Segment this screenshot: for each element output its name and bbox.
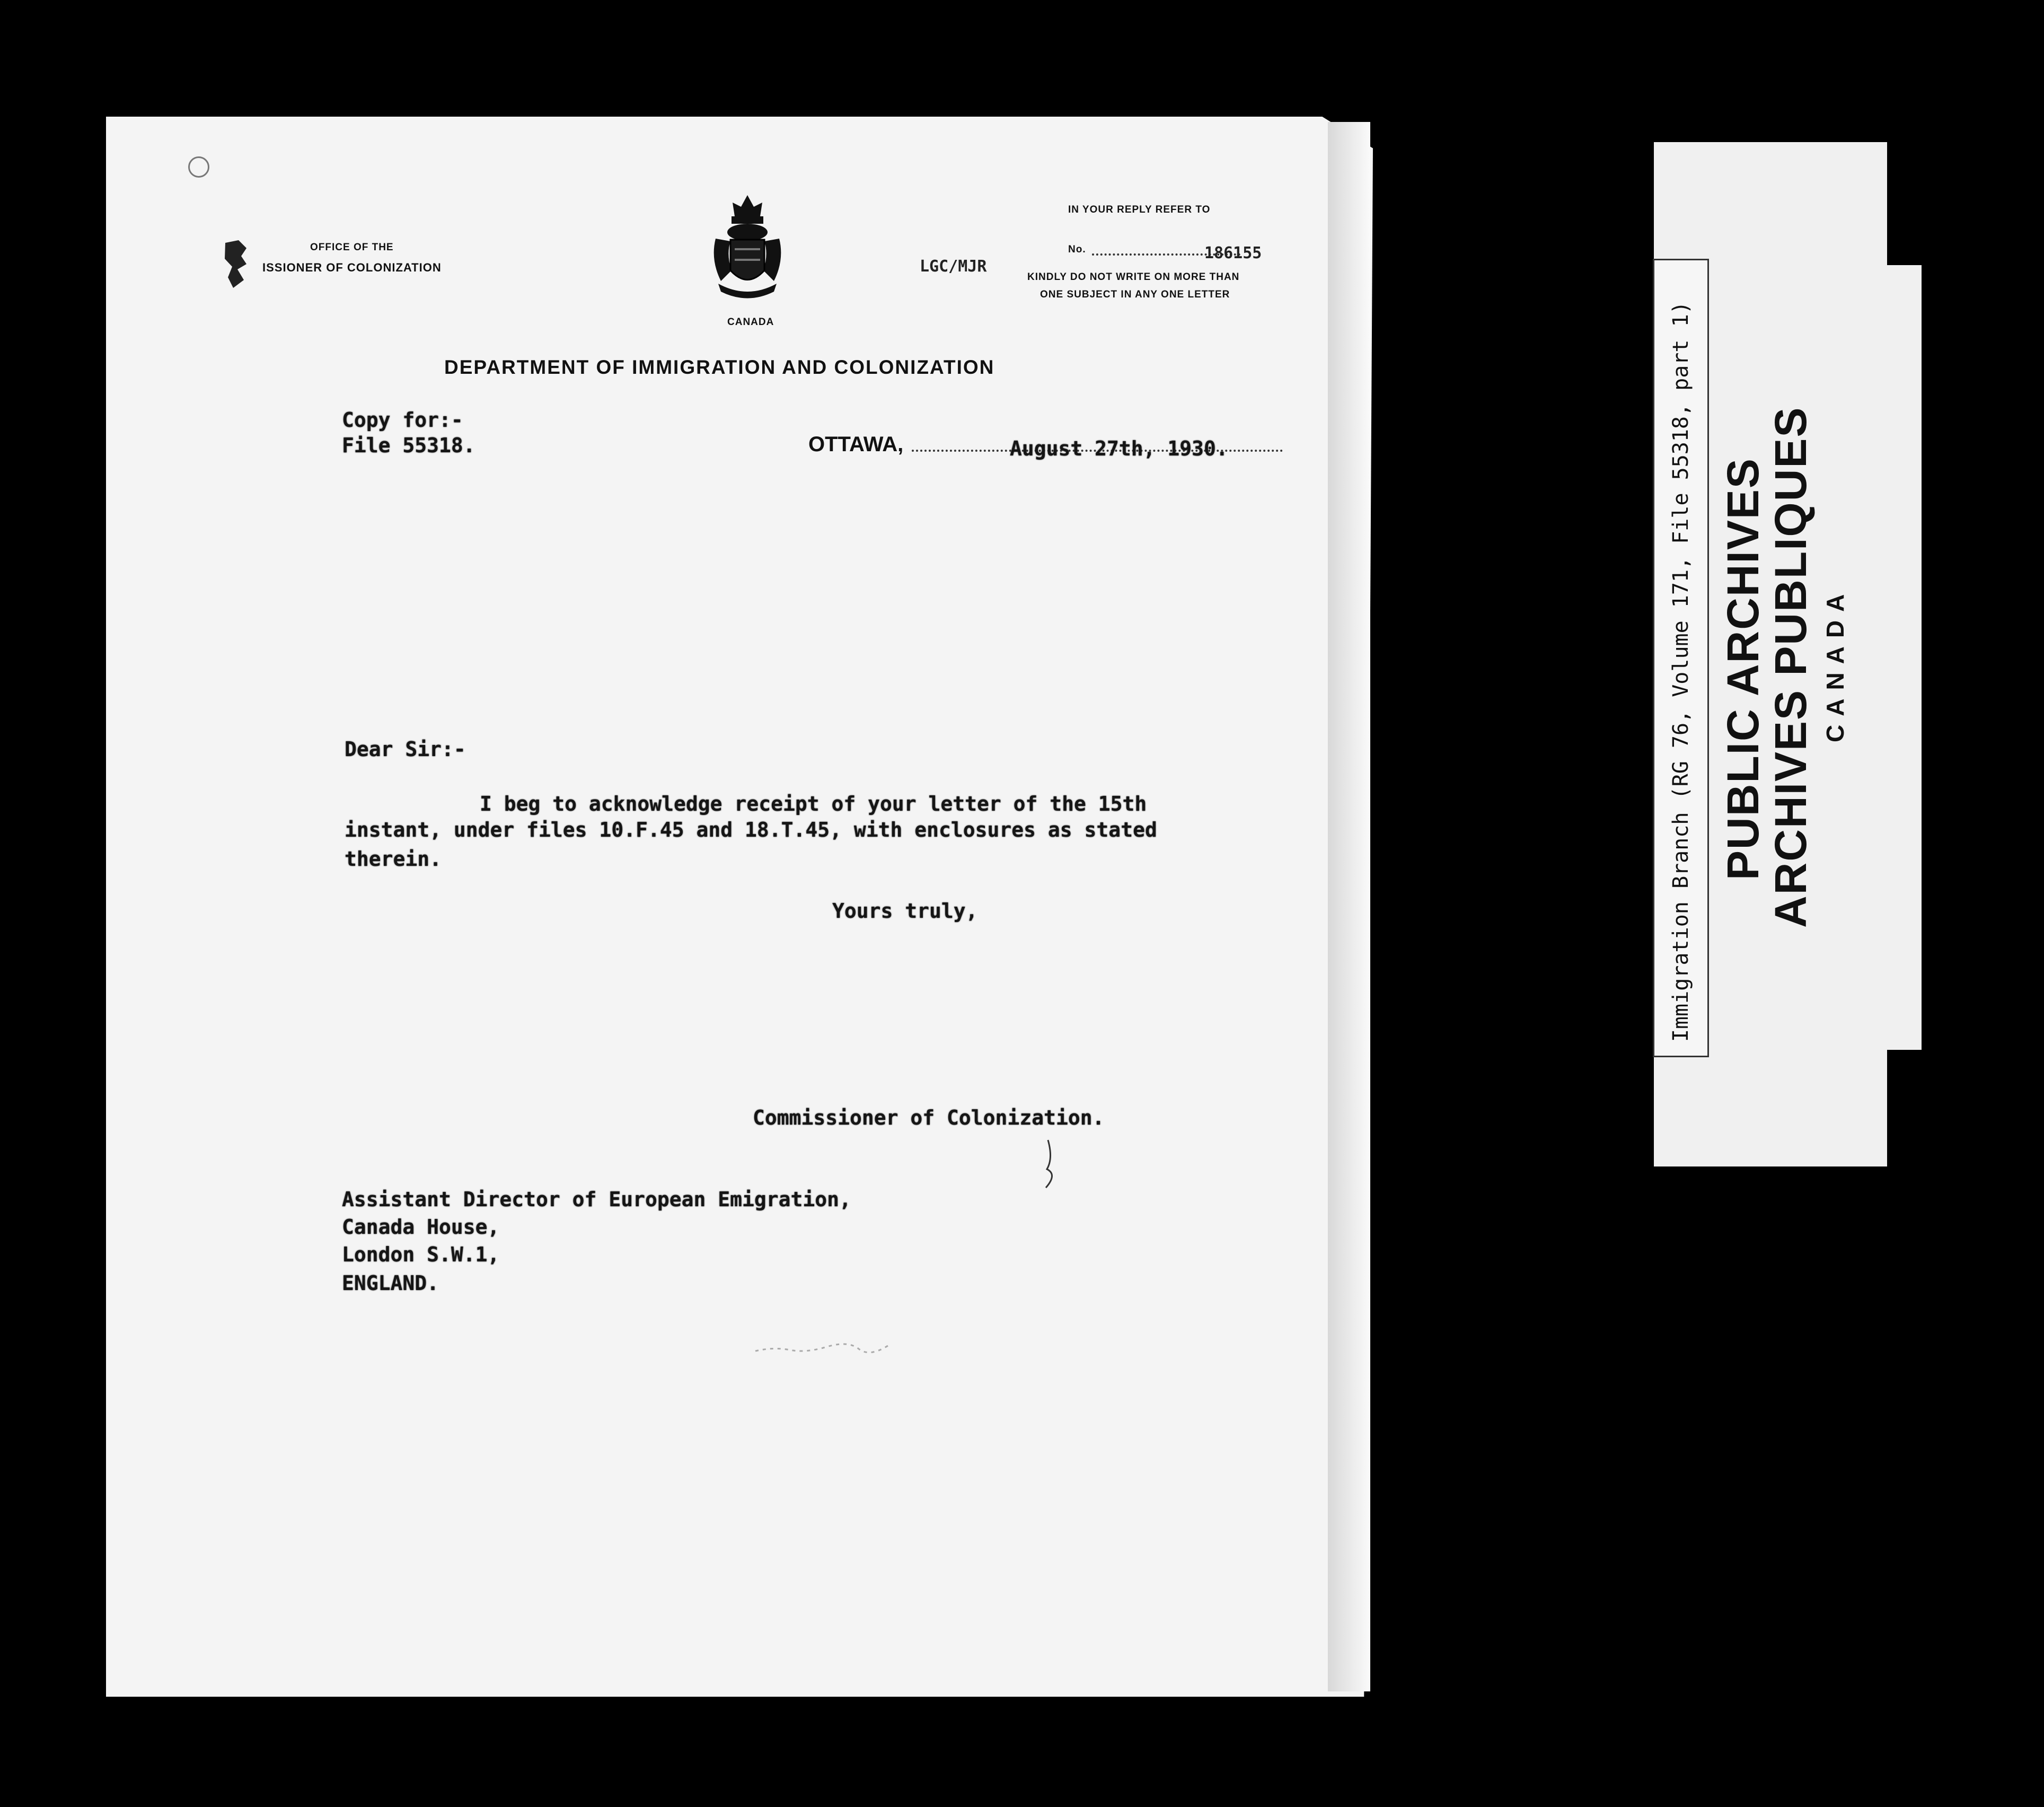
- canada-crest-icon: [705, 191, 790, 313]
- letter-sheet: [106, 117, 1373, 1697]
- body-line-3: therein.: [345, 847, 442, 871]
- closing: Yours truly,: [832, 899, 978, 923]
- archive-line-public: PUBLIC ARCHIVES: [1718, 458, 1768, 880]
- no-label: No.: [1068, 244, 1086, 255]
- archive-line-canada: CANADA: [1821, 585, 1849, 742]
- recipient-line-3: London S.W.1,: [342, 1243, 500, 1266]
- faint-scribble: [753, 1336, 891, 1357]
- initials: LGC/MJR: [920, 257, 987, 276]
- page-edge: [1328, 122, 1370, 1691]
- office-line2: ISSIONER OF COLONIZATION: [262, 261, 442, 274]
- body-line-2: instant, under files 10.F.45 and 18.T.45, with enclosures as stated: [345, 818, 1157, 841]
- punch-mark: [188, 156, 209, 178]
- reply-refer-label: IN YOUR REPLY REFER TO: [1068, 204, 1211, 215]
- copy-for-line: Copy for:-: [342, 408, 463, 432]
- archive-reference: Immigration Branch (RG 76, Volume 171, File 55318, part 1): [1669, 301, 1693, 1042]
- recipient-line-1: Assistant Director of European Emigration,: [342, 1188, 851, 1211]
- kindly-line2: ONE SUBJECT IN ANY ONE LETTER: [1040, 289, 1230, 300]
- city-label: OTTAWA,: [808, 433, 904, 456]
- recipient-line-4: ENGLAND.: [342, 1271, 439, 1295]
- signatory: Commissioner of Colonization.: [753, 1106, 1105, 1129]
- archive-line-publiques: ARCHIVES PUBLIQUES: [1766, 406, 1816, 928]
- salutation: Dear Sir:-: [345, 738, 466, 761]
- kindly-line1: KINDLY DO NOT WRITE ON MORE THAN: [1027, 271, 1240, 283]
- department-heading: DEPARTMENT OF IMMIGRATION AND COLONIZATION: [444, 356, 995, 378]
- recipient-line-2: Canada House,: [342, 1215, 500, 1239]
- copy-file-line: File 55318.: [342, 434, 475, 457]
- torn-logo-fragment: [223, 238, 249, 291]
- letter-date: August 27th, 1930.: [1010, 437, 1228, 460]
- file-number: 186155: [1204, 244, 1262, 262]
- crest-caption: CANADA: [727, 317, 774, 328]
- office-line1: OFFICE OF THE: [310, 242, 394, 253]
- archive-label-tab: [1884, 265, 1922, 1050]
- pencil-mark: [1042, 1137, 1063, 1190]
- body-line-1: I beg to acknowledge receipt of your letter of the 15th: [480, 792, 1147, 815]
